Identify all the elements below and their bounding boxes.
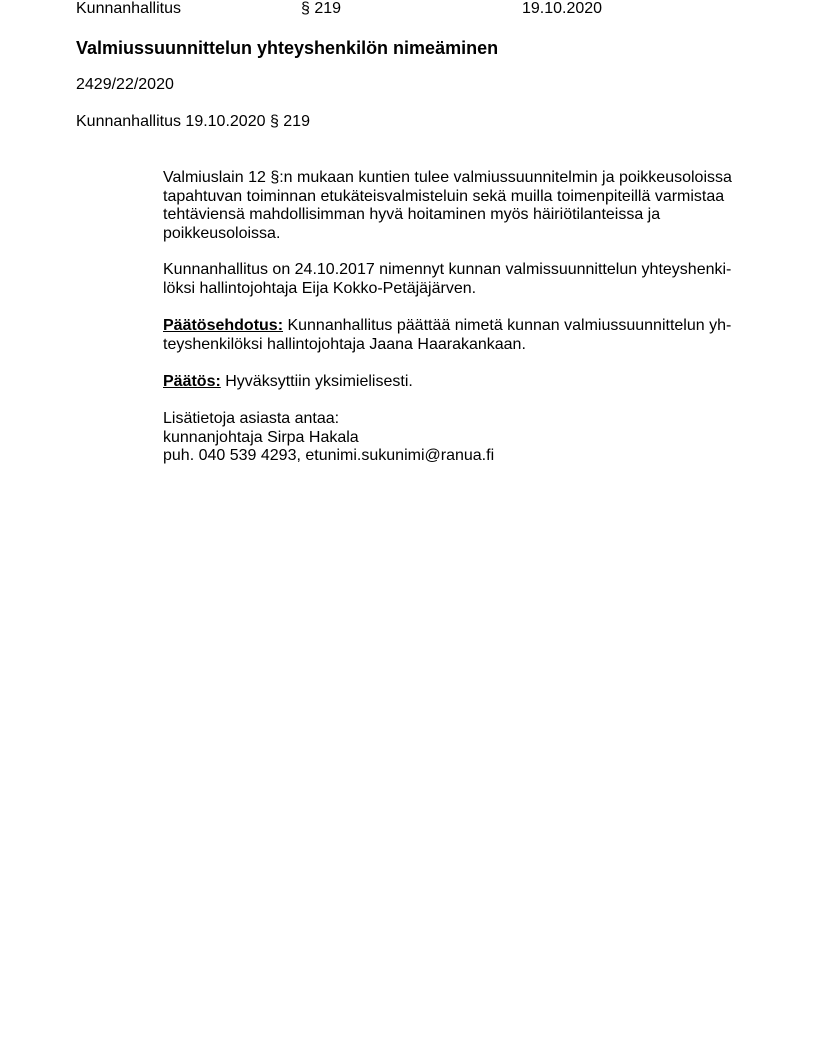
decision-line bbox=[163, 373, 753, 392]
decision-text: Hyväksyttiin yksimielisesti. bbox=[220, 373, 413, 390]
proposal-line bbox=[163, 317, 753, 336]
diary-number: 2429/22/2020 bbox=[76, 76, 174, 93]
text-line: teyshenkilöksi hallintojohtaja Jaana Haarakankaan. bbox=[163, 335, 526, 353]
header-organ: Kunnanhallitus bbox=[76, 0, 181, 17]
text-line: Valmiuslain 12 §:n mukaan kuntien tulee valmiussuunnitelmin ja poikkeusoloissa bbox=[163, 169, 732, 186]
text-line: poikkeusoloissa. bbox=[163, 224, 281, 242]
header-section: § 219 bbox=[301, 0, 342, 17]
text-line: Lisätietoja asiasta antaa: bbox=[163, 410, 340, 427]
text-line: Kunnanhallitus on 24.10.2017 nimennyt kunnan valmissuunnittelun yhteyshenki- bbox=[163, 261, 732, 278]
proposal-text: Kunnanhallitus päättää nimetä kunnan valmiussuunnittelun yh- bbox=[283, 317, 732, 334]
previous-appointment-paragraph bbox=[163, 261, 753, 298]
contact-info bbox=[163, 410, 753, 466]
meeting-reference: Kunnanhallitus 19.10.2020 § 219 bbox=[76, 113, 310, 130]
text-line: kunnanjohtaja Sirpa Hakala bbox=[163, 428, 359, 446]
background-paragraph bbox=[163, 169, 753, 243]
proposal-paragraph bbox=[163, 317, 753, 354]
text-line: löksi hallintojohtaja Eija Kokko-Petäjäjärven. bbox=[163, 279, 477, 297]
decision-label: Päätös: bbox=[163, 373, 221, 390]
page-title: Valmiussuunnittelun yhteyshenkilön nimeäminen bbox=[76, 38, 499, 58]
text-line: tehtäviensä mahdollisimman hyvä hoitaminen myös häiriötilanteissa ja bbox=[163, 206, 661, 223]
text-line: tapahtuvan toiminnan etukäteisvalmisteluin sekä muilla toimenpiteillä varmistaa bbox=[163, 187, 725, 205]
header-date: 19.10.2020 bbox=[522, 0, 603, 17]
proposal-label: Päätösehdotus: bbox=[163, 317, 284, 334]
text-line: puh. 040 539 4293, etunimi.sukunimi@ranua.fi bbox=[163, 447, 495, 464]
decision-paragraph bbox=[163, 373, 753, 392]
